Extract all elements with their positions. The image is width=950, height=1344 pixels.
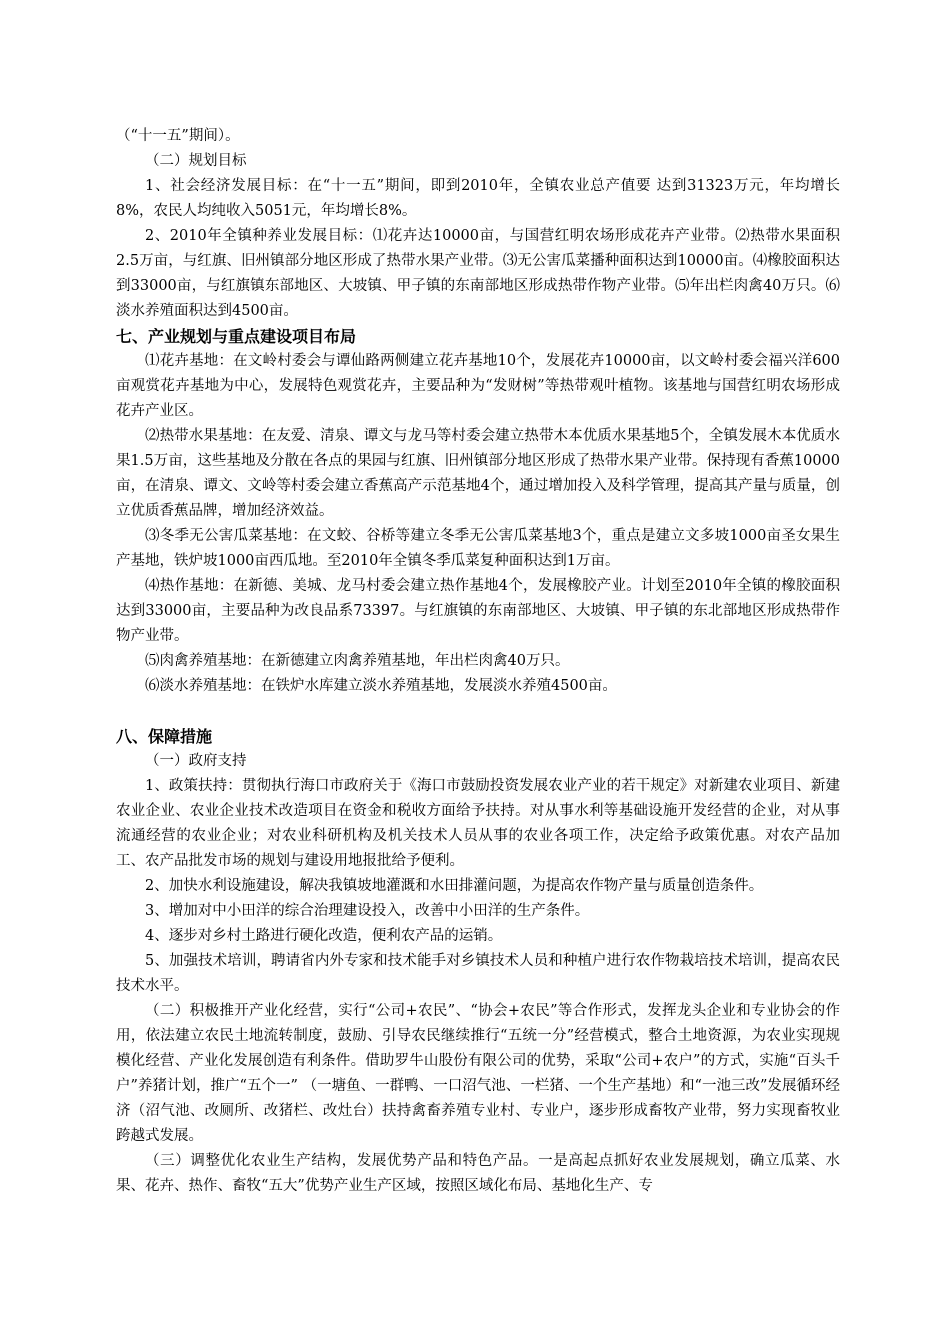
paragraph-fruit-base: ⑵热带水果基地：在友爱、清泉、谭文与龙马等村委会建立热带木本优质水果基地5个，全镇发展木本优质水果1.5万亩，这些基地及分散在各点的果园与红旗、旧州镇部分地区形成了热带水果产业带。保持现有香蕉10000亩，在清泉、谭文、文岭等村委会建立香蕉高产示范基地4个，通过增加投入及科学管理，提高其产量与质量，创立优质香蕉品牌，增加经济效益。 [116,428,840,519]
document-body [116,124,840,1199]
paragraph-vegetable-base: ⑶冬季无公害瓜菜基地：在文蛟、谷桥等建立冬季无公害瓜菜基地3个，重点是建立文多坡1000亩圣女果生产基地，铁炉坡1000亩西瓜地。至2010年全镇冬季瓜菜复种面积达到1万亩。 [116,528,840,569]
paragraph-water-facilities: 2、加快水利设施建设，解决我镇坡地灌溉和水田排灌问题，为提高农作物产量与质量创造条件。 [145,878,764,894]
paragraph-road-hardening: 4、逐步对乡村土路进行硬化改造，便利农产品的运销。 [145,928,503,944]
paragraph-tech-training: 5、加强技术培训，聘请省内外专家和技术能手对乡镇技术人员和种植户进行农作物栽培技术培训，提高农民技术水平。 [116,953,840,994]
paragraph-tropical-crop-base: ⑷热作基地：在新德、美城、龙马村委会建立热作基地4个，发展橡胶产业。计划至2010年全镇的橡胶面积达到33000亩，主要品种为改良品系73397。与红旗镇的东南部地区、大坡镇、甲子镇的东北部地区形成热带作物产业带。 [116,578,840,644]
paragraph-aquaculture-base: ⑹淡水养殖基地：在铁炉水库建立淡水养殖基地，发展淡水养殖4500亩。 [145,678,617,694]
paragraph-policy-support: 1、政策扶持：贯彻执行海口市政府关于《海口市鼓励投资发展农业产业的若干规定》对新建农业项目、新建农业企业、农业企业技术改造项目在资金和税收方面给予扶持。对从事水利等基础设施开发经营的企业，对从事流通经营的农业企业；对农业科研机构及机关技术人员从事的农业各项工作，决定给予政策优惠。对农产品加工、农产品批发市场的规划与建设用地报批给予便利。 [116,778,840,869]
section-title-safeguards: 八、保障措施 [116,727,213,746]
paragraph-flower-base: ⑴花卉基地：在文岭村委会与谭仙路两侧建立花卉基地10个，发展花卉10000亩，以文岭村委会福兴洋600亩观赏花卉基地为中心，发展特色观赏花卉，主要品种为“发财树”等热带观叶植物。该基地与国营红明农场形成花卉产业区。 [116,353,840,419]
subsection-title-government-support: （一）政府支持 [145,753,247,769]
paragraph-structure-adjustment: （三）调整优化农业生产结构，发展优势产品和特色产品。一是高起点抓好农业发展规划，确立瓜菜、水果、花卉、热作、畜牧“五大”优势产业生产区域，按照区域化布局、基地化生产、专 [116,1153,840,1194]
section-title-industry-planning: 七、产业规划与重点建设项目布局 [116,327,357,346]
subsection-title-planning-goals: （二）规划目标 [145,153,247,169]
paragraph-field-improvement: 3、增加对中小田洋的综合治理建设投入，改善中小田洋的生产条件。 [145,903,590,919]
paragraph-economic-goal: 1、社会经济发展目标：在“十一五”期间，即到2010年，全镇农业总产值要 达到31323万元，年均增长8%，农民人均纯收入5051元，年均增长8%。 [116,178,840,219]
paragraph-poultry-base: ⑸肉禽养殖基地：在新德建立肉禽养殖基地，年出栏肉禽40万只。 [145,653,570,669]
spacer [116,699,840,724]
paragraph-farming-goal: 2、2010年全镇种养业发展目标：⑴花卉达10000亩，与国营红明农场形成花卉产业带。⑵热带水果面积2.5万亩，与红旗、旧州镇部分地区形成了热带水果产业带。⑶无公害瓜菜播种面积达到10000亩。⑷橡胶面积达到33000亩，与红旗镇东部地区、大坡镇、甲子镇的东南部地区形成热带作物产业带。⑸年出栏肉禽40万只。⑹淡水养殖面积达到4500亩。 [116,228,840,319]
paragraph-industrialization: （二）积极推开产业化经营，实行“公司+农民”、“协会+农民”等合作形式，发挥龙头企业和专业协会的作用，依法建立农民土地流转制度，鼓励、引导农民继续推行“五统一分”经营模式，整合土地资源，为农业实现规模化经营、产业化发展创造有利条件。借助罗牛山股份有限公司的优势，采取“公司+农户”的方式，实施“百头千户”养猪计划，推广“五个一” （一塘鱼、一群鸭、一口沼气池、一栏猪、一个生产基地）和“一池三改”发展循环经济（沼气池、改厕所、改猪栏、改灶台）扶持禽畜养殖专业村、专业户，逐步形成畜牧产业带，努力实现畜牧业跨越式发展。 [116,1003,840,1144]
paragraph-continuation: （“十一五”期间）。 [116,128,240,144]
